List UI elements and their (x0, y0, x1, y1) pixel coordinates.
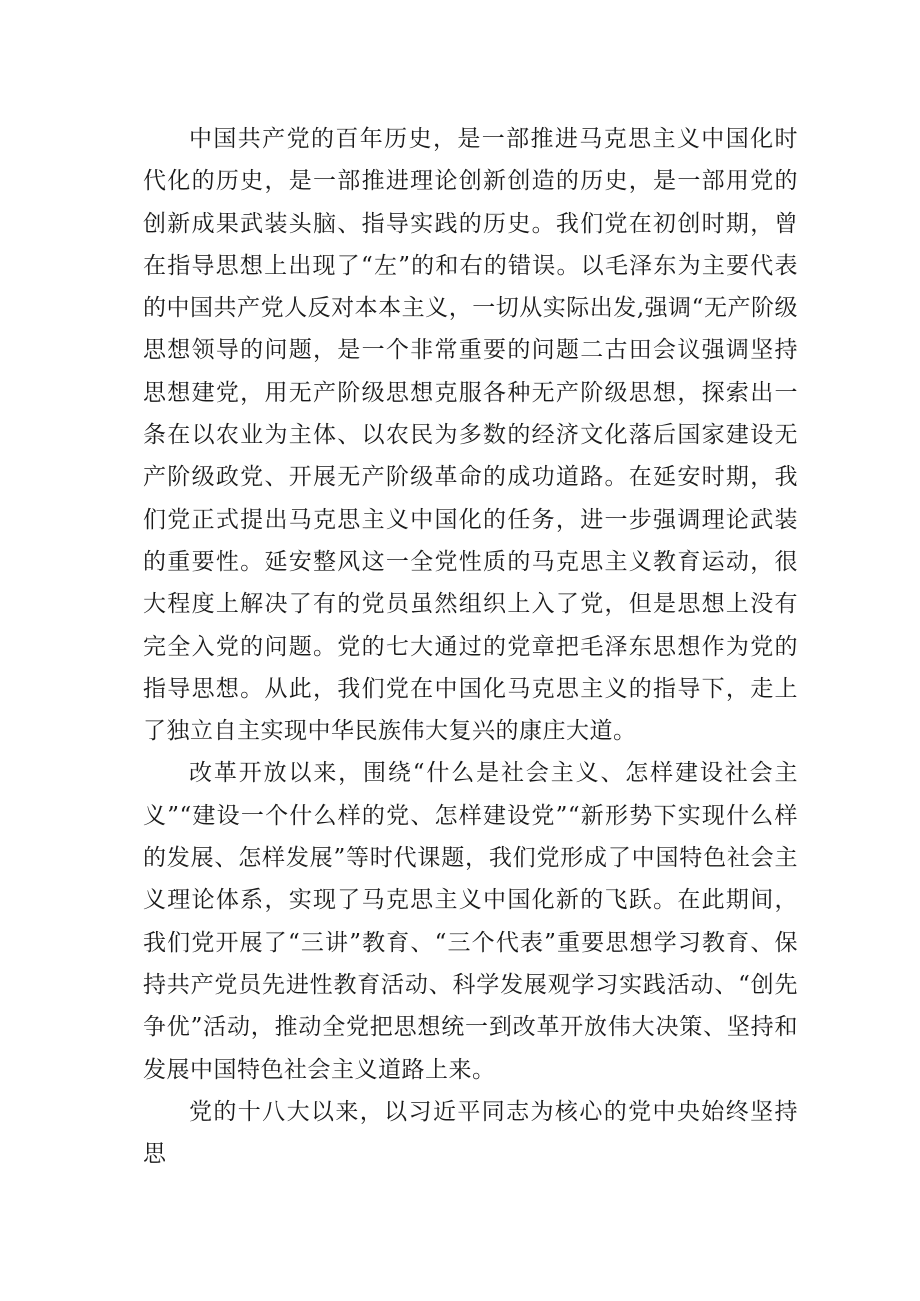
paragraph-history: 中国共产党的百年历史，是一部推进马克思主义中国化时代化的历史，是一部推进理论创新创造的历史，是一部用党的创新成果武装头脑、指导实践的历史。我们党在初创时期，曾在指导思想上出现了“左”的和右的错误。以毛泽东为主要代表的中国共产党人反对本本主义，一切从实际出发,强调“无产阶级思想领导的问题，是一个非常重要的问题二古田会议强调坚持思想建党，用无产阶级思想克服各种无产阶级思想，探索出一条在以农业为主体、以农民为多数的经济文化落后国家建设无产阶级政党、开展无产阶级革命的成功道路。在延安时期，我们党正式提出马克思主义中国化的任务，进一步强调理论武装的重要性。延安整风这一全党性质的马克思主义教育运动，很大程度上解决了有的党员虽然组织上入了党，但是思想上没有完全入党的问题。党的七大通过的党章把毛泽东思想作为党的指导思想。从此，我们党在中国化马克思主义的指导下，走上了独立自主实现中华民族伟大复兴的康庄大道。 (143, 126, 798, 745)
document-body (143, 118, 798, 1175)
paragraph-eighteenth-congress: 党的十八大以来，以习近平同志为核心的党中央始终坚持思 (143, 1098, 798, 1168)
paragraph-reform: 改革开放以来，围绕“什么是社会主义、怎样建设社会主义”“建设一个什么样的党、怎样建设党”“新形势下实现什么样的发展、怎样发展”等时代课题，我们党形成了中国特色社会主义理论体系，实现了马克思主义中国化新的飞跃。在此期间，我们党开展了“三讲”教育、“三个代表”重要思想学习教育、保持共产党员先进性教育活动、科学发展观学习实践活动、“创先争优”活动，推动全党把思想统一到改革开放伟大决策、坚持和发展中国特色社会主义道路上来。 (143, 760, 798, 1083)
